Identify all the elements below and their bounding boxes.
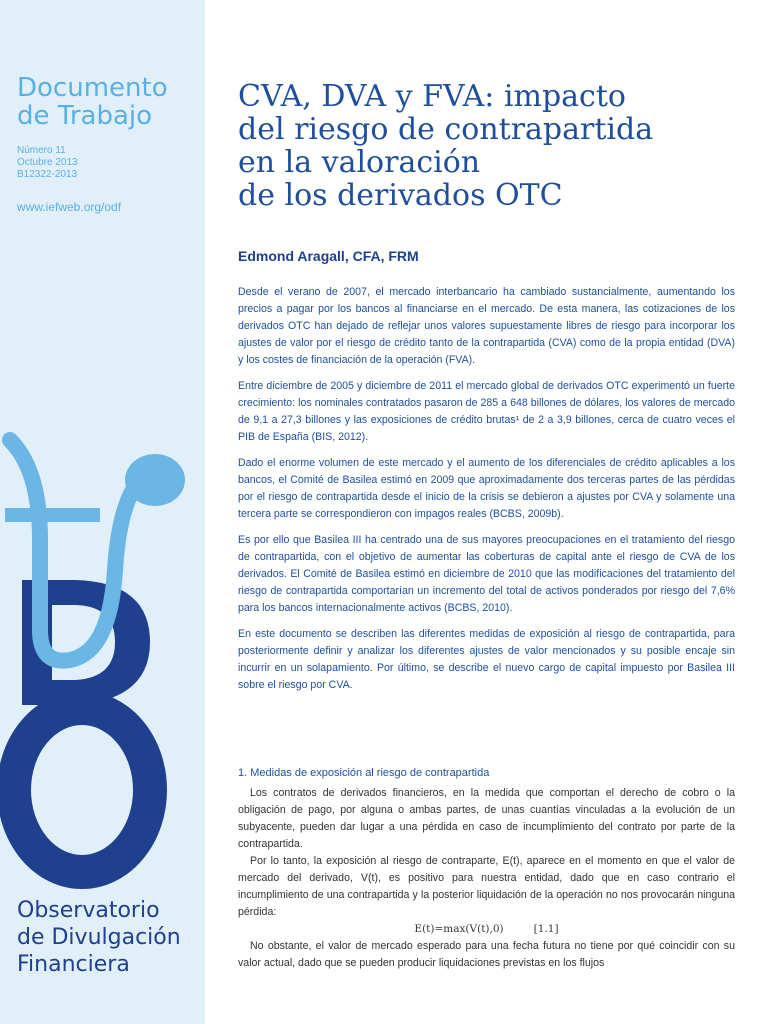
- section-paragraph: Por lo tanto, la exposición al riesgo de contraparte, E(t), aparece en el momento en que el valor de mercado del derivado, V(t), es positivo para nuestra entidad, dado que en caso contrario el incumplimiento de una contrapartida y la posterior liquidación de la operación no nos provocarán ninguna pérdida:: [238, 855, 735, 918]
- website-link[interactable]: www.iefweb.org/odf: [17, 200, 122, 214]
- abstract-paragraph: En este documento se describen las diferentes medidas de exposición al riesgo de contrapartida, para posteriormente definir y analizar los diferentes ajustes de valor mencionados y su posible encaje sin incurrir en un solapamiento. Por último, se describe el nuevo cargo de capital impuesto por Basilea III sobre el riesgo por CVA.: [238, 628, 735, 691]
- title-line3: en la valoración: [238, 145, 481, 180]
- org-line3: Financiera: [17, 952, 130, 977]
- abstract-paragraph: Es por ello que Basilea III ha centrado una de sus mayores preocupaciones en el tratamiento del riesgo de contrapartida, con el objetivo de aumentar las coberturas de capital ante el riesgo de CVA de los derivados. El Comité de Basilea estimó en diciembre de 2010 que las modificaciones del tratamiento del riesgo de contrapartida comportarían un incremento del total de activos ponderados por riesgo del 7,6% para los bancos internacionalmente activos (BCBS, 2010).: [238, 534, 735, 614]
- formula-number: [1.1]: [533, 923, 559, 935]
- author-name: Edmond Aragall, CFA, FRM: [238, 248, 419, 264]
- document-meta: [17, 145, 78, 181]
- title-line4: de los derivados OTC: [238, 178, 563, 213]
- section-heading: 1. Medidas de exposición al riesgo de contrapartida: [238, 767, 490, 779]
- sidebar: [0, 0, 205, 1024]
- section-body: [238, 785, 735, 972]
- issue-number: Número 11: [17, 145, 66, 156]
- document-type: [17, 74, 168, 130]
- logo-dot: [125, 454, 185, 506]
- abstract-paragraph: Dado el enorme volumen de este mercado y el aumento de los diferenciales de crédito aplicables a los bancos, el Comité de Basilea estimó en 2009 que aproximadamente dos terceras partes de las pérdidas por el riesgo de contrapartida desde el inicio de la crisis se debieron a ajustes por CVA y solamente una tercera parte se correspondieron con impagos reales (BCBS, 2009b).: [238, 457, 735, 520]
- issue-date: Octubre 2013: [17, 157, 78, 168]
- abstract-paragraph: Desde el verano de 2007, el mercado interbancario ha cambiado sustancialmente, aumentando los precios a pagar por los bancos al financiarse en el mercado. De esta manera, las cotizaciones de los derivados OTC han dejado de reflejar unos valores supuestamente libres de riesgo para incorporar los ajustes de valor por el riesgo de crédito tanto de la contrapartida (CVA) como de la propia entidad (DVA) y los costes de financiación de la operación (FVA).: [238, 286, 735, 366]
- organization-name: [17, 897, 181, 978]
- logo-letter-o: [14, 708, 150, 872]
- issue-code: B12322-2013: [17, 169, 78, 180]
- document-title: [238, 80, 735, 212]
- title-line1: CVA, DVA y FVA: impacto: [238, 79, 626, 114]
- odf-logo: [0, 430, 205, 900]
- abstract: [238, 284, 735, 703]
- formula: [238, 921, 735, 938]
- section-paragraph: No obstante, el valor de mercado esperado para una fecha futura no tiene por qué coincidir con su valor actual, dado que se pueden producir liquidaciones previstas en los flujos: [238, 940, 735, 969]
- section-paragraph: Los contratos de derivados financieros, en la medida que comportan el derecho de cobro o la obligación de pago, por alguna o ambas partes, de unas cuantías vinculadas a la evolución de un subyacente, pueden dar lugar a una pérdida en caso de incumplimiento del contrato por parte de la contrapartida.: [238, 787, 735, 850]
- org-line1: Observatorio: [17, 898, 160, 923]
- title-line2: del riesgo de contrapartida: [238, 112, 654, 147]
- formula-expression: E(t)=max(V(t),0): [414, 923, 504, 935]
- org-line2: de Divulgación: [17, 925, 181, 950]
- abstract-paragraph: Entre diciembre de 2005 y diciembre de 2011 el mercado global de derivados OTC experimentó un fuerte crecimiento: los nominales contratados pasaron de 285 a 648 billones de dólares, los valores de mercado de 9,1 a 27,3 billones y las exposiciones de crédito brutas¹ de 2 a 3,9 billones, cerca de cuatro veces el PIB de España (BIS, 2012).: [238, 380, 735, 443]
- doc-type-line2: de Trabajo: [17, 101, 153, 131]
- doc-type-line1: Documento: [17, 73, 168, 103]
